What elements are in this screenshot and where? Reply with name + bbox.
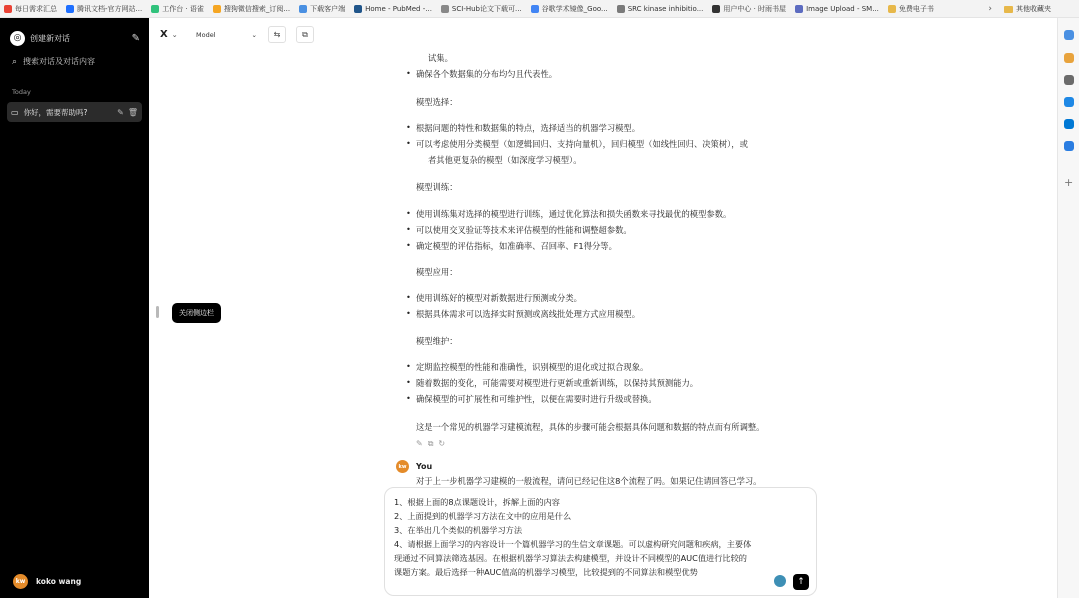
bookmark-label: 工作台 · 语雀 <box>162 4 204 13</box>
favicon-icon <box>66 5 74 13</box>
bookmark-item[interactable] <box>795 5 879 13</box>
copy-button[interactable] <box>296 26 314 43</box>
user-message-name: You <box>416 462 433 471</box>
composer-line[interactable]: 现通过不同算法筛选基因。在根据机器学习算法去构建模型，并设计不同模型的AUC值进行比较的 <box>394 553 747 563</box>
answer-line: • 使用训练好的模型对新数据进行预测或分类。 <box>404 292 582 304</box>
answer-line: • 确保模型的可扩展性和可维护性，以便在需要时进行升级或替换。 <box>404 393 657 405</box>
search-icon: ⌕ <box>12 56 18 67</box>
bookmark-label: 每日需求汇总 <box>15 4 57 13</box>
answer-heading: 模型维护： <box>416 336 458 346</box>
user-message-header <box>396 460 432 473</box>
bookmark-label: SRC kinase inhibitio... <box>627 4 704 13</box>
chat-bubble-icon: ▭ <box>11 107 19 117</box>
bookmark-label: 腾讯文档-官方网站... <box>77 4 143 13</box>
tooltip: 关闭侧边栏 <box>172 303 221 323</box>
voice-icon[interactable] <box>774 575 786 587</box>
composer-line[interactable]: 1、根据上面的8点课题设计，拆解上面的内容 <box>394 497 560 507</box>
favicon-icon <box>888 5 896 13</box>
chat-topbar <box>149 18 1057 52</box>
user-name: koko wang <box>36 577 82 586</box>
message-composer[interactable] <box>384 487 817 596</box>
rename-icon[interactable]: ✎ <box>117 107 124 117</box>
games-icon[interactable] <box>1064 97 1074 107</box>
bookmark-item[interactable] <box>888 4 934 14</box>
favicon-icon <box>531 5 539 13</box>
bookmark-label: 用户中心 · 时雨书屋 <box>723 4 787 13</box>
bookmark-item[interactable] <box>4 4 57 14</box>
folder-icon <box>1004 6 1013 13</box>
section-today-label: Today <box>12 88 31 96</box>
bookmark-label: 谷歌学术镜像_Goo... <box>541 4 608 13</box>
message-actions <box>416 439 450 449</box>
chat-list-item-label: 你好，需要帮助吗? <box>23 107 88 117</box>
answer-line: 者其他更复杂的模型（如深度学习模型）。 <box>428 155 582 165</box>
bookmark-item[interactable] <box>712 4 786 14</box>
user-profile[interactable] <box>13 574 81 589</box>
bookmark-item[interactable] <box>441 4 522 14</box>
favicon-icon <box>712 5 720 13</box>
favicon-icon <box>4 5 12 13</box>
copy-icon[interactable]: ⧉ <box>427 439 434 448</box>
user-message-text: 对于上一步机器学习建模的一般流程，请问已经记住这8个流程了吗。如果记住请回答已学习。 <box>416 476 762 486</box>
regenerate-icon[interactable]: ↻ <box>438 439 446 448</box>
bookmark-item[interactable] <box>617 5 704 13</box>
bookmark-label: Home - PubMed -... <box>365 4 432 13</box>
sliders-icon: ⇆ <box>273 30 281 39</box>
composer-line[interactable]: 4、请根据上面学习的内容设计一个篇机器学习的生信文章课题。可以虚构研究问题和疾病，主要体 <box>394 539 752 549</box>
copy-icon: ⧉ <box>302 29 308 39</box>
bookmarks-bar <box>0 0 1079 18</box>
search-input[interactable]: 搜索对话及对话内容 <box>23 57 96 66</box>
answer-line: • 随着数据的变化，可能需要对模型进行更新或重新训练，以保持其预测能力。 <box>404 377 698 389</box>
sidebar-collapse-handle[interactable] <box>156 306 159 318</box>
bookmark-item[interactable] <box>299 4 345 14</box>
chevron-down-icon: ⌄ <box>171 30 178 39</box>
answer-line: • 使用训练集对选择的模型进行训练，通过优化算法和损失函数来寻找最优的模型参数。 <box>404 208 731 220</box>
bookmark-label: 下载客户端 <box>310 4 346 13</box>
composer-line[interactable]: 2、上面提到的机器学习方法在文中的应用是什么 <box>394 511 572 521</box>
avatar: kw <box>13 574 28 589</box>
answer-line: • 确定模型的评估指标，如准确率、召回率、F1得分等。 <box>404 240 617 252</box>
sidebar-header <box>10 30 140 46</box>
bookmark-label: SCI-Hub论文下载可... <box>451 4 522 13</box>
answer-line: • 根据问题的特性和数据集的特点，选择适当的机器学习模型。 <box>404 122 640 134</box>
bookmark-other-folder[interactable]: 其他收藏夹 <box>1016 5 1051 13</box>
answer-heading: 模型训练： <box>416 182 458 192</box>
delete-icon[interactable]: 🗑 <box>127 107 138 117</box>
bookmark-label: 搜狗微信搜索_订阅... <box>223 4 291 13</box>
chevron-down-icon: ⌄ <box>251 30 257 39</box>
bookmark-item[interactable] <box>66 4 142 14</box>
answer-line: • 可以考虑使用分类模型（如逻辑回归、支持向量机），回归模型（如线性回归、决策树），或 <box>404 138 748 150</box>
copilot-icon[interactable] <box>1064 30 1074 40</box>
chat-list-item[interactable] <box>7 102 142 122</box>
bookmarks-overflow <box>988 0 1051 18</box>
bookmark-item[interactable] <box>151 4 204 14</box>
sidebar-search[interactable] <box>12 56 95 67</box>
outlook-icon[interactable] <box>1064 119 1074 129</box>
shopping-icon[interactable] <box>1064 53 1074 63</box>
favicon-icon <box>299 5 307 13</box>
avatar: kw <box>396 460 409 473</box>
favicon-icon <box>617 5 625 13</box>
send-button[interactable]: ↑ <box>793 574 809 590</box>
bookmark-item[interactable] <box>531 4 608 14</box>
sidebar <box>0 18 149 598</box>
edit-icon[interactable]: ✎ <box>416 439 423 448</box>
answer-line: • 确保各个数据集的分布均匀且代表性。 <box>404 68 557 80</box>
tools-icon[interactable] <box>1064 75 1074 85</box>
favicon-icon <box>795 5 803 13</box>
composer-line[interactable]: 3、在举出几个类似的机器学习方法 <box>394 525 523 535</box>
bookmark-item[interactable] <box>354 5 432 13</box>
favicon-icon <box>441 5 449 13</box>
bookmark-label: Image Upload - SM... <box>806 4 879 13</box>
model-select[interactable] <box>190 25 263 44</box>
favicon-icon <box>354 5 362 13</box>
model-letter: X <box>160 29 168 40</box>
settings-sliders-button[interactable] <box>268 26 286 43</box>
answer-heading: 模型选择： <box>416 97 458 107</box>
answer-line: 试集。 <box>428 53 453 63</box>
send-plane-icon[interactable] <box>1064 141 1074 151</box>
favicon-icon <box>151 5 159 13</box>
answer-line: • 根据具体需求可以选择实时预测或离线批处理方式应用模型。 <box>404 308 640 320</box>
answer-heading: 模型应用： <box>416 267 458 277</box>
new-chat-button[interactable]: 创建新对话 <box>30 33 70 43</box>
bookmark-label: 免费电子书 <box>898 4 934 13</box>
answer-heading: 这是一个常见的机器学习建模流程，具体的步骤可能会根据具体问题和数据的特点而有所调整。 <box>416 422 765 432</box>
browser-side-panel <box>1057 18 1079 598</box>
favicon-icon <box>213 5 221 13</box>
new-chat-edit-icon[interactable]: ✎ <box>131 32 140 44</box>
composer-line[interactable]: 课题方案。最后选择一种AUC值高的机器学习模型，比较提到的不同算法和模型优势 <box>394 567 698 577</box>
answer-line: • 定期监控模型的性能和准确性，识别模型的退化或过拟合现象。 <box>404 361 648 373</box>
add-icon[interactable]: + <box>1064 176 1074 189</box>
answer-line: • 可以使用交叉验证等技术来评估模型的性能和调整超参数。 <box>404 224 632 236</box>
bookmark-item[interactable] <box>213 4 290 14</box>
app-logo-icon: ◎ <box>10 31 25 46</box>
model-switch[interactable] <box>160 29 178 40</box>
chevron-right-icon[interactable]: › <box>988 4 992 14</box>
model-select-value: Model <box>196 30 216 39</box>
